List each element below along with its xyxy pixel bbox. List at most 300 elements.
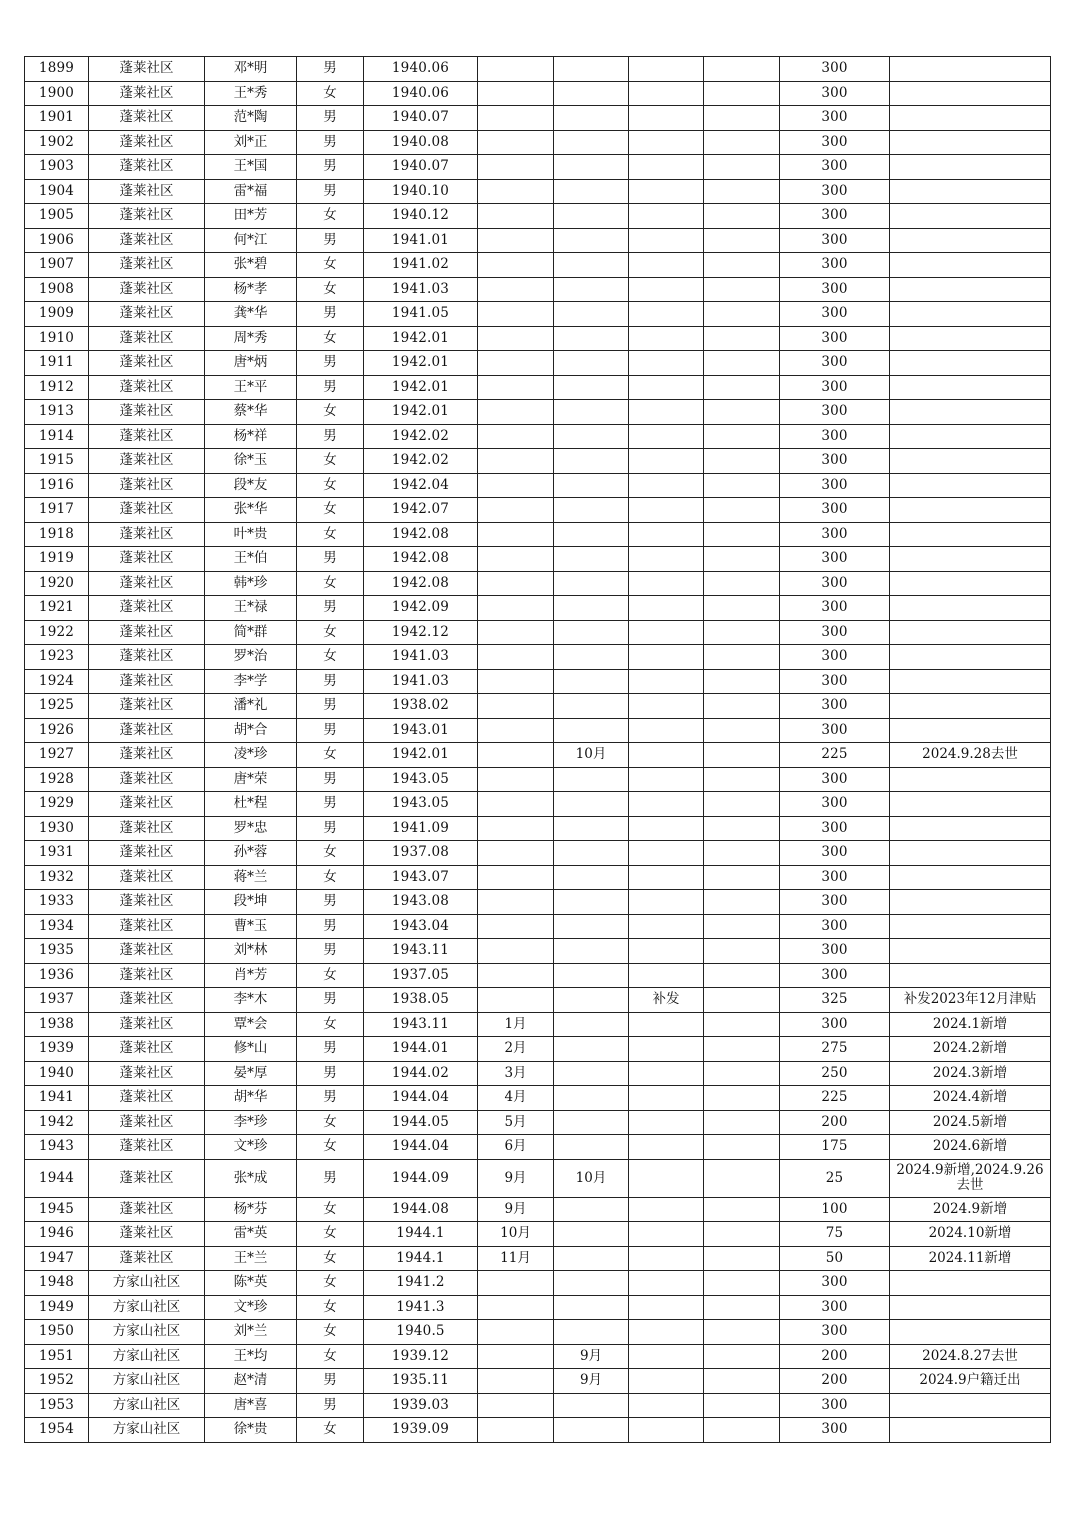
cell-gender: 男 (297, 1037, 364, 1062)
cell-community: 蓬莱社区 (89, 1110, 205, 1135)
cell-name: 凌*珍 (205, 743, 297, 768)
cell-note (890, 57, 1051, 82)
cell-added-month (478, 890, 554, 915)
cell-birth-date: 1941.09 (364, 816, 478, 841)
cell-stopped-month (554, 988, 629, 1013)
cell-gender: 女 (297, 1271, 364, 1296)
cell-stopped-month (554, 57, 629, 82)
cell-stopped-month (554, 767, 629, 792)
cell-gender: 男 (297, 130, 364, 155)
cell-name: 张*华 (205, 498, 297, 523)
cell-added-month (478, 792, 554, 817)
cell-supplement (629, 767, 704, 792)
cell-stopped-month: 10月 (554, 743, 629, 768)
cell-community: 蓬莱社区 (89, 253, 205, 278)
cell-birth-date: 1937.05 (364, 963, 478, 988)
cell-name: 李*木 (205, 988, 297, 1013)
cell-community: 蓬莱社区 (89, 1086, 205, 1111)
cell-amount: 225 (780, 743, 890, 768)
cell-blank (704, 253, 780, 278)
cell-blank (704, 179, 780, 204)
table-row (25, 155, 1051, 180)
cell-note (890, 767, 1051, 792)
cell-supplement (629, 718, 704, 743)
cell-note (890, 841, 1051, 866)
cell-added-month (478, 400, 554, 425)
cell-birth-date: 1942.01 (364, 743, 478, 768)
cell-note (890, 1418, 1051, 1443)
cell-name: 杜*程 (205, 792, 297, 817)
cell-blank (704, 571, 780, 596)
cell-stopped-month (554, 1222, 629, 1247)
cell-gender: 女 (297, 498, 364, 523)
cell-blank (704, 204, 780, 229)
cell-supplement (629, 939, 704, 964)
cell-birth-date: 1942.02 (364, 449, 478, 474)
cell-note: 2024.1新增 (890, 1012, 1051, 1037)
cell-birth-date: 1944.08 (364, 1197, 478, 1222)
cell-blank (704, 1369, 780, 1394)
cell-stopped-month (554, 1012, 629, 1037)
cell-added-month (478, 522, 554, 547)
cell-gender: 男 (297, 816, 364, 841)
cell-note (890, 620, 1051, 645)
cell-name: 胡*华 (205, 1086, 297, 1111)
cell-name: 徐*贵 (205, 1418, 297, 1443)
cell-supplement (629, 1012, 704, 1037)
cell-gender: 男 (297, 57, 364, 82)
cell-name: 唐*炳 (205, 351, 297, 376)
cell-supplement (629, 449, 704, 474)
table-row (25, 1246, 1051, 1271)
cell-number: 1940 (25, 1061, 89, 1086)
cell-name: 张*成 (205, 1159, 297, 1197)
table-row (25, 302, 1051, 327)
cell-supplement (629, 277, 704, 302)
cell-birth-date: 1944.1 (364, 1246, 478, 1271)
cell-amount: 300 (780, 375, 890, 400)
cell-stopped-month (554, 1037, 629, 1062)
cell-note: 2024.11新增 (890, 1246, 1051, 1271)
cell-amount: 300 (780, 596, 890, 621)
cell-stopped-month (554, 718, 629, 743)
cell-supplement (629, 1086, 704, 1111)
cell-blank (704, 130, 780, 155)
cell-name: 周*秀 (205, 326, 297, 351)
cell-amount: 300 (780, 792, 890, 817)
cell-added-month (478, 1393, 554, 1418)
cell-community: 方家山社区 (89, 1320, 205, 1345)
cell-number: 1932 (25, 865, 89, 890)
cell-blank (704, 498, 780, 523)
cell-note (890, 694, 1051, 719)
cell-gender: 男 (297, 1393, 364, 1418)
cell-blank (704, 424, 780, 449)
cell-stopped-month (554, 498, 629, 523)
cell-number: 1900 (25, 81, 89, 106)
cell-added-month (478, 57, 554, 82)
cell-community: 蓬莱社区 (89, 792, 205, 817)
subsidy-table (24, 56, 1051, 1443)
table-row (25, 743, 1051, 768)
cell-birth-date: 1944.04 (364, 1135, 478, 1160)
cell-name: 修*山 (205, 1037, 297, 1062)
cell-note (890, 963, 1051, 988)
cell-gender: 女 (297, 1246, 364, 1271)
cell-name: 段*友 (205, 473, 297, 498)
cell-blank (704, 400, 780, 425)
cell-name: 段*坤 (205, 890, 297, 915)
cell-blank (704, 718, 780, 743)
table-row (25, 1369, 1051, 1394)
cell-supplement (629, 963, 704, 988)
cell-community: 蓬莱社区 (89, 620, 205, 645)
cell-added-month: 9月 (478, 1159, 554, 1197)
cell-added-month (478, 596, 554, 621)
cell-gender: 女 (297, 1418, 364, 1443)
cell-name: 何*江 (205, 228, 297, 253)
table-row (25, 498, 1051, 523)
cell-number: 1944 (25, 1159, 89, 1197)
cell-number: 1925 (25, 694, 89, 719)
cell-amount: 275 (780, 1037, 890, 1062)
cell-community: 方家山社区 (89, 1369, 205, 1394)
cell-community: 蓬莱社区 (89, 228, 205, 253)
table-row (25, 620, 1051, 645)
cell-name: 邓*明 (205, 57, 297, 82)
cell-added-month (478, 694, 554, 719)
cell-number: 1946 (25, 1222, 89, 1247)
cell-added-month (478, 473, 554, 498)
cell-blank (704, 155, 780, 180)
cell-amount: 300 (780, 57, 890, 82)
cell-gender: 女 (297, 253, 364, 278)
cell-stopped-month (554, 841, 629, 866)
cell-supplement (629, 1295, 704, 1320)
cell-number: 1902 (25, 130, 89, 155)
cell-number: 1913 (25, 400, 89, 425)
cell-birth-date: 1942.08 (364, 547, 478, 572)
cell-blank (704, 1135, 780, 1160)
cell-birth-date: 1937.08 (364, 841, 478, 866)
cell-added-month (478, 277, 554, 302)
cell-supplement (629, 351, 704, 376)
cell-gender: 男 (297, 718, 364, 743)
cell-name: 杨*芬 (205, 1197, 297, 1222)
cell-stopped-month (554, 1246, 629, 1271)
cell-blank (704, 743, 780, 768)
cell-gender: 男 (297, 890, 364, 915)
cell-gender: 女 (297, 743, 364, 768)
table-row (25, 1197, 1051, 1222)
cell-blank (704, 522, 780, 547)
cell-number: 1918 (25, 522, 89, 547)
cell-amount: 300 (780, 1418, 890, 1443)
cell-gender: 男 (297, 375, 364, 400)
cell-community: 蓬莱社区 (89, 718, 205, 743)
cell-birth-date: 1941.3 (364, 1295, 478, 1320)
cell-community: 方家山社区 (89, 1295, 205, 1320)
cell-name: 王*国 (205, 155, 297, 180)
cell-added-month (478, 253, 554, 278)
cell-note (890, 792, 1051, 817)
cell-number: 1903 (25, 155, 89, 180)
cell-community: 蓬莱社区 (89, 1246, 205, 1271)
cell-blank (704, 302, 780, 327)
table-row (25, 204, 1051, 229)
cell-gender: 女 (297, 522, 364, 547)
cell-amount: 300 (780, 81, 890, 106)
cell-added-month: 5月 (478, 1110, 554, 1135)
cell-name: 王*均 (205, 1344, 297, 1369)
cell-number: 1912 (25, 375, 89, 400)
cell-stopped-month (554, 179, 629, 204)
cell-blank (704, 767, 780, 792)
cell-supplement (629, 57, 704, 82)
cell-amount: 300 (780, 767, 890, 792)
cell-stopped-month (554, 253, 629, 278)
cell-number: 1938 (25, 1012, 89, 1037)
cell-amount: 300 (780, 1295, 890, 1320)
cell-birth-date: 1942.01 (364, 326, 478, 351)
cell-community: 蓬莱社区 (89, 375, 205, 400)
cell-supplement (629, 669, 704, 694)
cell-gender: 男 (297, 988, 364, 1013)
table-row (25, 400, 1051, 425)
cell-stopped-month (554, 571, 629, 596)
cell-amount: 300 (780, 571, 890, 596)
cell-note: 2024.5新增 (890, 1110, 1051, 1135)
table-row (25, 375, 1051, 400)
cell-note (890, 939, 1051, 964)
cell-amount: 75 (780, 1222, 890, 1247)
cell-added-month (478, 179, 554, 204)
cell-amount: 300 (780, 253, 890, 278)
table-row (25, 1320, 1051, 1345)
cell-birth-date: 1940.06 (364, 81, 478, 106)
cell-birth-date: 1942.09 (364, 596, 478, 621)
cell-number: 1947 (25, 1246, 89, 1271)
cell-number: 1928 (25, 767, 89, 792)
cell-supplement (629, 130, 704, 155)
cell-community: 蓬莱社区 (89, 988, 205, 1013)
cell-added-month (478, 106, 554, 131)
cell-amount: 300 (780, 841, 890, 866)
cell-name: 孙*蓉 (205, 841, 297, 866)
cell-name: 文*珍 (205, 1295, 297, 1320)
cell-blank (704, 1159, 780, 1197)
table-row (25, 1393, 1051, 1418)
cell-amount: 300 (780, 645, 890, 670)
cell-gender: 女 (297, 865, 364, 890)
table-row (25, 890, 1051, 915)
table-row (25, 326, 1051, 351)
cell-birth-date: 1941.05 (364, 302, 478, 327)
cell-birth-date: 1943.11 (364, 1012, 478, 1037)
cell-supplement (629, 743, 704, 768)
cell-added-month (478, 375, 554, 400)
cell-name: 李*学 (205, 669, 297, 694)
cell-gender: 女 (297, 277, 364, 302)
cell-blank (704, 694, 780, 719)
cell-amount: 300 (780, 1012, 890, 1037)
cell-supplement (629, 1344, 704, 1369)
cell-community: 方家山社区 (89, 1344, 205, 1369)
cell-note (890, 645, 1051, 670)
cell-amount: 300 (780, 547, 890, 572)
cell-blank (704, 57, 780, 82)
cell-stopped-month (554, 522, 629, 547)
table-row (25, 939, 1051, 964)
cell-stopped-month: 9月 (554, 1369, 629, 1394)
cell-added-month (478, 841, 554, 866)
cell-note (890, 890, 1051, 915)
cell-stopped-month (554, 1086, 629, 1111)
cell-added-month (478, 620, 554, 645)
cell-blank (704, 669, 780, 694)
cell-birth-date: 1941.03 (364, 645, 478, 670)
cell-community: 蓬莱社区 (89, 1159, 205, 1197)
cell-gender: 女 (297, 473, 364, 498)
cell-stopped-month (554, 596, 629, 621)
cell-amount: 300 (780, 963, 890, 988)
cell-name: 张*碧 (205, 253, 297, 278)
cell-gender: 男 (297, 694, 364, 719)
cell-amount: 250 (780, 1061, 890, 1086)
cell-added-month (478, 424, 554, 449)
cell-community: 蓬莱社区 (89, 204, 205, 229)
cell-stopped-month (554, 1061, 629, 1086)
cell-stopped-month (554, 792, 629, 817)
cell-blank (704, 1012, 780, 1037)
cell-amount: 300 (780, 914, 890, 939)
cell-blank (704, 620, 780, 645)
cell-number: 1945 (25, 1197, 89, 1222)
cell-added-month (478, 743, 554, 768)
cell-supplement: 补发 (629, 988, 704, 1013)
cell-blank (704, 473, 780, 498)
cell-amount: 300 (780, 351, 890, 376)
cell-number: 1942 (25, 1110, 89, 1135)
cell-supplement (629, 694, 704, 719)
cell-amount: 175 (780, 1135, 890, 1160)
cell-added-month: 9月 (478, 1197, 554, 1222)
table-row (25, 228, 1051, 253)
cell-community: 蓬莱社区 (89, 645, 205, 670)
cell-blank (704, 1295, 780, 1320)
cell-note (890, 351, 1051, 376)
cell-stopped-month (554, 424, 629, 449)
cell-amount: 300 (780, 277, 890, 302)
cell-added-month (478, 204, 554, 229)
cell-stopped-month (554, 228, 629, 253)
cell-supplement (629, 106, 704, 131)
cell-name: 简*群 (205, 620, 297, 645)
cell-name: 刘*林 (205, 939, 297, 964)
cell-gender: 男 (297, 1061, 364, 1086)
cell-number: 1939 (25, 1037, 89, 1062)
cell-added-month (478, 1418, 554, 1443)
cell-blank (704, 890, 780, 915)
cell-added-month (478, 939, 554, 964)
cell-birth-date: 1944.04 (364, 1086, 478, 1111)
table-row (25, 694, 1051, 719)
table-row (25, 914, 1051, 939)
cell-name: 罗*治 (205, 645, 297, 670)
cell-amount: 300 (780, 498, 890, 523)
cell-stopped-month (554, 1110, 629, 1135)
cell-supplement (629, 1135, 704, 1160)
cell-note (890, 1393, 1051, 1418)
cell-number: 1922 (25, 620, 89, 645)
cell-gender: 女 (297, 1197, 364, 1222)
cell-amount: 300 (780, 669, 890, 694)
cell-supplement (629, 865, 704, 890)
cell-stopped-month: 9月 (554, 1344, 629, 1369)
cell-note (890, 375, 1051, 400)
cell-name: 雷*福 (205, 179, 297, 204)
cell-name: 杨*孝 (205, 277, 297, 302)
cell-note (890, 424, 1051, 449)
cell-community: 蓬莱社区 (89, 939, 205, 964)
cell-supplement (629, 228, 704, 253)
cell-number: 1936 (25, 963, 89, 988)
cell-stopped-month (554, 620, 629, 645)
cell-supplement (629, 375, 704, 400)
cell-blank (704, 816, 780, 841)
cell-supplement (629, 155, 704, 180)
cell-name: 田*芳 (205, 204, 297, 229)
cell-birth-date: 1943.08 (364, 890, 478, 915)
cell-number: 1910 (25, 326, 89, 351)
cell-stopped-month (554, 645, 629, 670)
table-row (25, 645, 1051, 670)
table-row (25, 351, 1051, 376)
table-row (25, 1418, 1051, 1443)
cell-supplement (629, 792, 704, 817)
cell-number: 1905 (25, 204, 89, 229)
cell-name: 曹*玉 (205, 914, 297, 939)
cell-blank (704, 351, 780, 376)
cell-added-month (478, 449, 554, 474)
cell-stopped-month (554, 1320, 629, 1345)
cell-added-month (478, 302, 554, 327)
cell-note (890, 81, 1051, 106)
table-row (25, 571, 1051, 596)
cell-community: 蓬莱社区 (89, 400, 205, 425)
cell-stopped-month (554, 1393, 629, 1418)
cell-added-month: 10月 (478, 1222, 554, 1247)
cell-number: 1906 (25, 228, 89, 253)
cell-name: 唐*喜 (205, 1393, 297, 1418)
cell-name: 雷*英 (205, 1222, 297, 1247)
cell-number: 1953 (25, 1393, 89, 1418)
cell-stopped-month (554, 302, 629, 327)
cell-note (890, 253, 1051, 278)
cell-gender: 男 (297, 155, 364, 180)
cell-amount: 300 (780, 449, 890, 474)
cell-stopped-month (554, 130, 629, 155)
cell-amount: 300 (780, 155, 890, 180)
cell-community: 蓬莱社区 (89, 816, 205, 841)
table-row (25, 792, 1051, 817)
cell-added-month: 1月 (478, 1012, 554, 1037)
cell-number: 1941 (25, 1086, 89, 1111)
cell-community: 蓬莱社区 (89, 1135, 205, 1160)
cell-birth-date: 1944.05 (364, 1110, 478, 1135)
table-row (25, 179, 1051, 204)
cell-number: 1937 (25, 988, 89, 1013)
